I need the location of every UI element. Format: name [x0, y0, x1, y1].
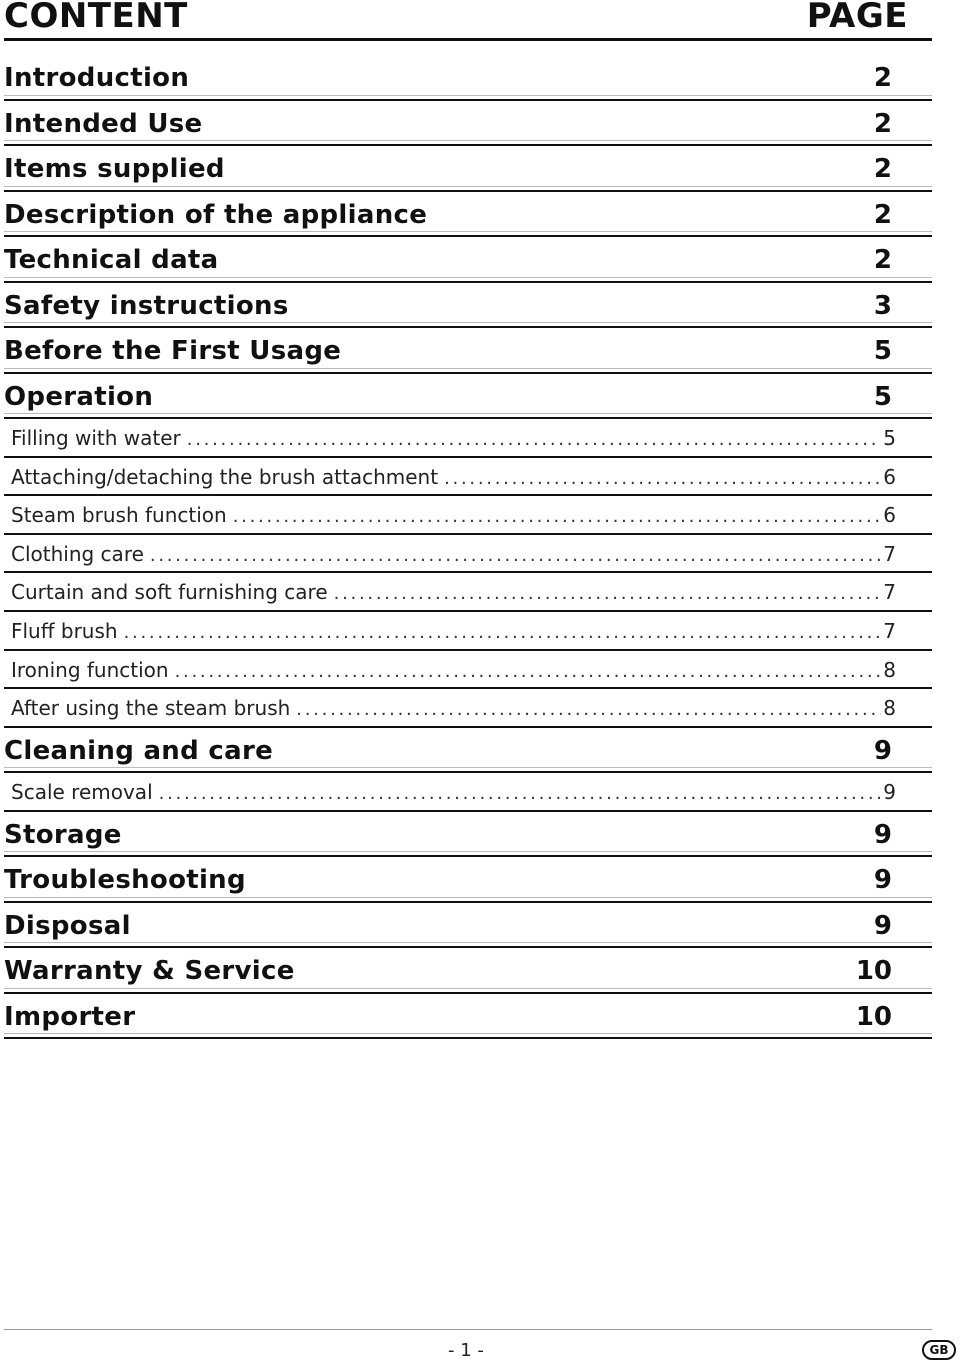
toc-subsection-title: Filling with water	[11, 426, 181, 450]
toc-section-row[interactable]	[4, 903, 932, 949]
toc-subsection-title: Curtain and soft furnishing care	[11, 580, 328, 605]
toc-subsection-row[interactable]	[4, 773, 932, 812]
page-heading: PAGE	[806, 0, 908, 36]
toc-subsection-row[interactable]	[4, 689, 932, 728]
toc-section-title: Warranty & Service	[4, 956, 295, 987]
toc-subsection-page: 7	[883, 541, 896, 566]
toc-section-row[interactable]	[4, 812, 932, 858]
toc-section-row[interactable]	[4, 948, 932, 994]
toc-section-page: 5	[873, 336, 892, 366]
toc-section-page: 9	[873, 819, 892, 850]
toc-subsection-row[interactable]	[4, 573, 932, 612]
row-divider-light	[4, 767, 932, 768]
row-divider-light	[4, 95, 932, 96]
row-divider-light	[4, 277, 932, 278]
toc-section-page: 10	[855, 1001, 892, 1032]
toc-subsection-line	[11, 503, 896, 527]
toc-section-title: Technical data	[4, 245, 219, 275]
toc-subsection-row[interactable]	[4, 535, 932, 574]
toc-section-row[interactable]	[4, 283, 932, 329]
toc-subsection-row[interactable]	[4, 458, 932, 497]
dot-leader	[187, 429, 881, 450]
toc-subsection-page: 9	[883, 780, 896, 805]
dot-leader	[124, 622, 882, 643]
toc-subsection-title: Ironing function	[11, 657, 169, 682]
toc-subsection-line	[11, 542, 896, 566]
toc-subsection-title: Scale removal	[11, 780, 153, 805]
toc-section-row[interactable]	[4, 237, 932, 283]
toc-subsection-line	[11, 580, 896, 604]
toc-section-title: Storage	[4, 819, 122, 850]
toc-section-page: 2	[873, 154, 892, 184]
toc-section-title: Cleaning and care	[4, 735, 273, 766]
row-divider-light	[4, 231, 932, 232]
table-of-contents	[4, 55, 932, 1039]
toc-section-page: 2	[873, 63, 892, 93]
toc-section-page: 2	[873, 108, 892, 139]
toc-subsection-title: Clothing care	[11, 541, 144, 566]
toc-section-page: 2	[873, 199, 892, 230]
toc-section-page: 10	[855, 956, 892, 987]
toc-section-row[interactable]	[4, 192, 932, 238]
toc-subsection-title: Fluff brush	[11, 618, 118, 643]
toc-subsection-row[interactable]	[4, 612, 932, 651]
dot-leader	[150, 545, 881, 566]
toc-subsection-page: 6	[883, 503, 896, 528]
content-heading: CONTENT	[4, 0, 188, 36]
toc-section-page: 9	[873, 910, 892, 941]
toc-subsection-line	[11, 465, 896, 489]
toc-subsection-title: Steam brush function	[11, 503, 227, 528]
page-number: - 1 -	[448, 1340, 484, 1361]
toc-section-title: Disposal	[4, 910, 131, 941]
toc-subsection-line	[11, 426, 896, 450]
toc-subsection-title: Attaching/detaching the brush attachment	[11, 464, 439, 489]
toc-section-row[interactable]	[4, 55, 932, 101]
row-divider-light	[4, 942, 932, 943]
dot-leader	[334, 583, 882, 604]
row-divider-light	[4, 186, 932, 187]
toc-section-page: 9	[873, 735, 892, 766]
toc-section-row[interactable]	[4, 328, 932, 374]
toc-subsection-row[interactable]	[4, 651, 932, 690]
toc-subsection-title: After using the steam brush	[11, 696, 291, 721]
row-divider-light	[4, 851, 932, 852]
toc-section-row[interactable]	[4, 857, 932, 903]
toc-section-page: 9	[873, 865, 892, 896]
toc-subsection-line	[11, 696, 896, 720]
row-divider-light	[4, 413, 932, 414]
toc-subsection-line	[11, 780, 896, 804]
dot-leader	[296, 699, 881, 720]
toc-section-title: Before the First Usage	[4, 336, 342, 366]
toc-section-row[interactable]	[4, 728, 932, 774]
row-divider	[4, 1037, 932, 1039]
toc-section-title: Safety instructions	[4, 290, 289, 321]
dot-leader	[175, 661, 882, 682]
toc-subsection-line	[11, 658, 896, 682]
dot-leader	[444, 468, 881, 489]
toc-section-title: Items supplied	[4, 154, 225, 184]
toc-section-row[interactable]	[4, 146, 932, 192]
toc-section-title: Troubleshooting	[4, 865, 246, 896]
toc-subsection-page: 8	[883, 657, 896, 682]
header-divider	[4, 38, 932, 41]
toc-subsection-page: 8	[883, 696, 896, 721]
toc-subsection-page: 7	[883, 580, 896, 605]
toc-subsection-page: 6	[883, 464, 896, 489]
toc-section-title: Description of the appliance	[4, 199, 428, 230]
toc-section-title: Intended Use	[4, 108, 203, 139]
toc-section-title: Introduction	[4, 63, 190, 93]
toc-section-row[interactable]	[4, 374, 932, 420]
toc-section-row[interactable]	[4, 994, 932, 1040]
language-badge: GB	[922, 1340, 956, 1360]
row-divider-light	[4, 1033, 932, 1034]
toc-section-page: 5	[873, 381, 892, 412]
toc-section-title: Operation	[4, 381, 154, 412]
toc-section-page: 3	[873, 290, 892, 321]
dot-leader	[233, 506, 882, 527]
toc-subsection-page: 7	[883, 618, 896, 643]
toc-subsection-page: 5	[883, 426, 896, 450]
toc-section-title: Importer	[4, 1001, 136, 1032]
toc-header	[4, 0, 920, 36]
row-divider-light	[4, 368, 932, 369]
toc-subsection-line	[11, 619, 896, 643]
row-divider-light	[4, 988, 932, 989]
footer-divider	[4, 1329, 932, 1330]
toc-section-row[interactable]	[4, 101, 932, 147]
toc-section-page: 2	[873, 245, 892, 275]
toc-subsection-row[interactable]	[4, 496, 932, 535]
toc-subsection-row[interactable]	[4, 419, 932, 458]
dot-leader	[159, 783, 882, 804]
row-divider-light	[4, 322, 932, 323]
row-divider-light	[4, 897, 932, 898]
row-divider-light	[4, 140, 932, 141]
